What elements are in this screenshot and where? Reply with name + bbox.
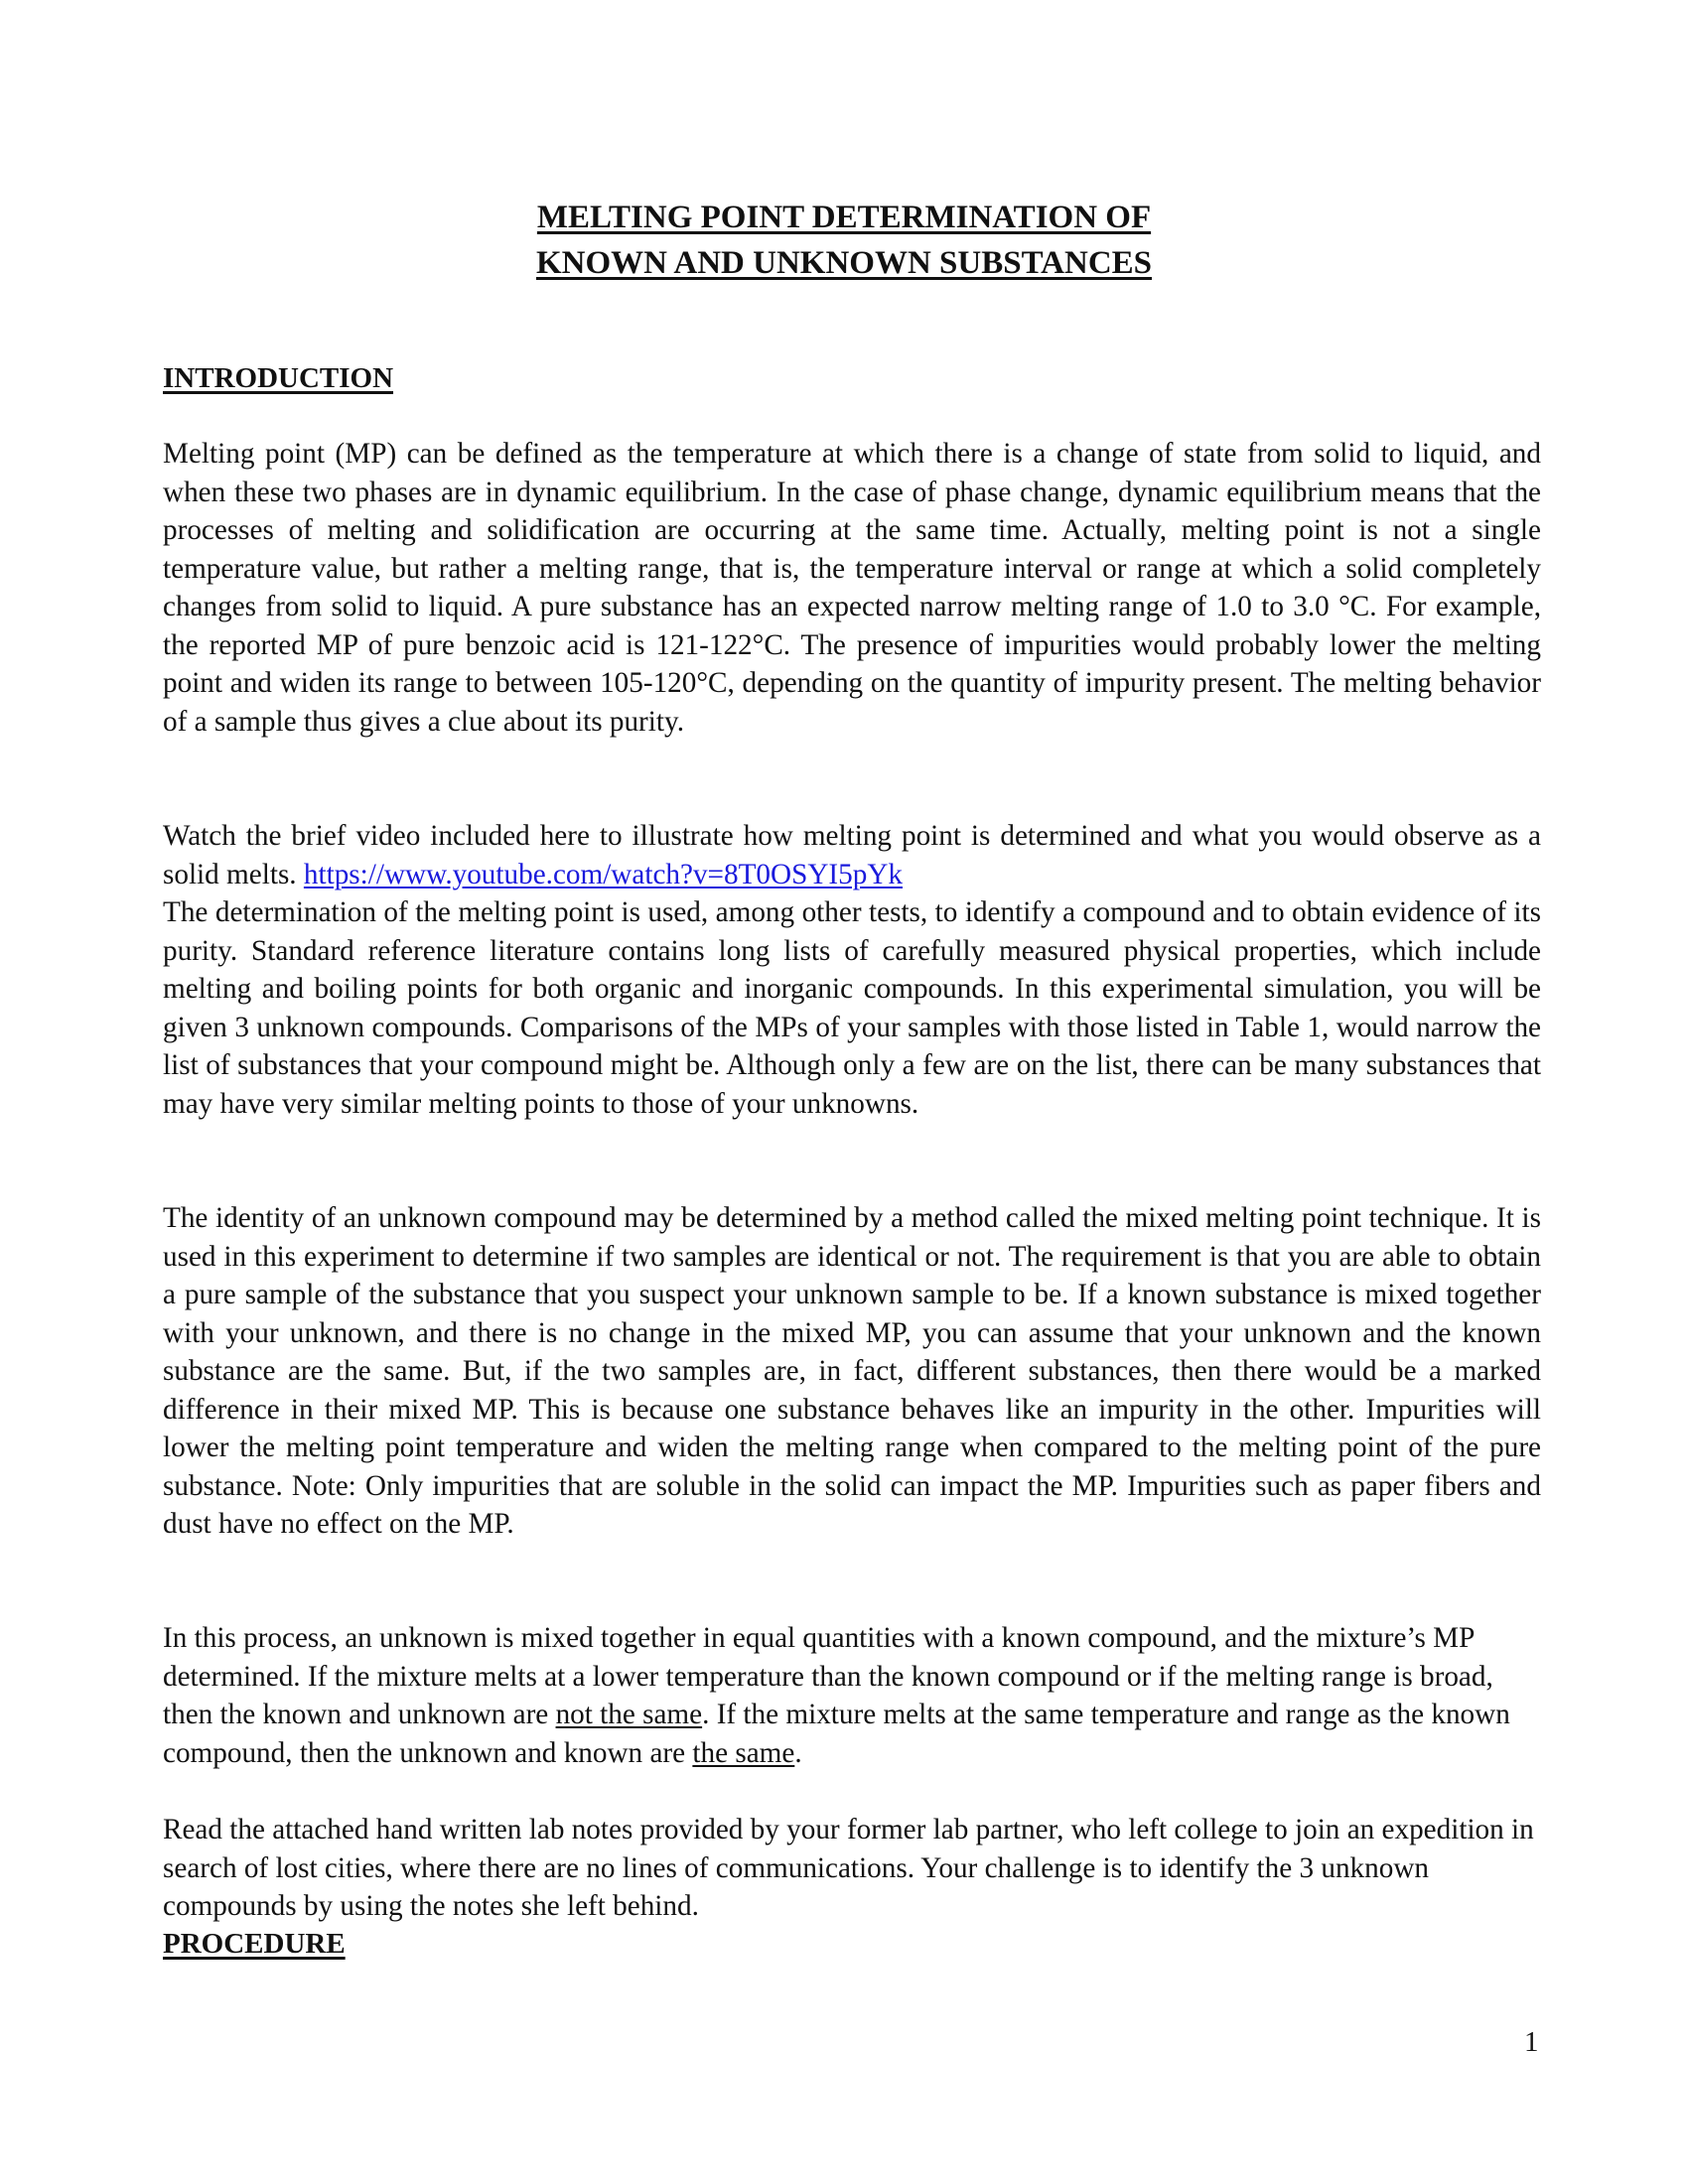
paragraph-text	[163, 1619, 1541, 1772]
video-intro-text: Watch the brief video included here to illustrate how melting point is determined and what you would observe as a solid melts.	[163, 820, 1541, 890]
intro-paragraph-process	[163, 1619, 1541, 1772]
youtube-video-link[interactable]: https://www.youtube.com/watch?v=8T0OSYI5pYk	[303, 858, 903, 890]
introduction-heading: INTRODUCTION	[163, 362, 394, 394]
intro-paragraph-mixed-mp	[163, 1199, 1541, 1544]
process-text-a: In this process, an unknown is mixed together in equal quantities with a known compound, and the mixture’s MP determined. If the mixture melts at a lower temperature than the known compound or if the melting range is broad, then the known and unknown are	[163, 1622, 1493, 1730]
intro-paragraph-definition	[163, 435, 1541, 741]
title-line-2: KNOWN AND UNKNOWN SUBSTANCES	[535, 245, 1153, 281]
document-title	[0, 195, 1688, 286]
process-text-c: .	[794, 1736, 802, 1769]
title-line-1: MELTING POINT DETERMINATION OF	[536, 200, 1152, 235]
underlined-the-same: the same	[692, 1736, 795, 1769]
procedure-heading: PROCEDURE	[163, 1928, 346, 1960]
paragraph-text	[163, 817, 1541, 893]
page-number: 1	[1524, 2026, 1539, 2058]
intro-paragraph-identification	[163, 893, 1541, 1123]
paragraph-text: Read the attached hand written lab notes provided by your former lab partner, who left college to join an expedition in search of lost cities, where there are no lines of communications. Your challenge is to identify the 3 unknown compounds by using the notes she left behind.	[163, 1814, 1534, 1922]
underlined-not-the-same: not the same	[555, 1699, 703, 1730]
paragraph-text: Melting point (MP) can be defined as the temperature at which there is a change of state from solid to liquid, and when these two phases are in dynamic equilibrium. In the case of phase change, dynamic equilibrium means that the processes of melting and solidification are occurring at the same time. Actually, melting point is not a single temperature value, but rather a melting range, that is, the temperature interval or range at which a solid completely changes from solid to liquid. A pure substance has an expected narrow melting range of 1.0 to 3.0 °C. For example, the reported MP of pure benzoic acid is 121-122°C. The presence of impurities would probably lower the melting point and widen its range to between 105-120°C, depending on the quantity of impurity present. The melting behavior of a sample thus gives a clue about its purity.	[163, 438, 1541, 738]
intro-paragraph-video	[163, 817, 1541, 893]
paragraph-text: The determination of the melting point is used, among other tests, to identify a compound and to obtain evidence of its purity. Standard reference literature contains long lists of carefully measured physical properties, which include melting and boiling points for both organic and inorganic compounds. In this experimental simulation, you will be given 3 unknown compounds. Comparisons of the MPs of your samples with those listed in Table 1, would narrow the list of substances that your compound might be. Although only a few are on the list, there can be many substances that may have very similar melting points to those of your unknowns.	[163, 896, 1541, 1120]
process-text-b: . If the mixture melts at the same temperature and range as the known compound, then the unknown and known are	[163, 1699, 1510, 1769]
intro-paragraph-lab-notes	[163, 1811, 1541, 1926]
paragraph-text: The identity of an unknown compound may be determined by a method called the mixed melting point technique. It is used in this experiment to determine if two samples are identical or not. The requirement is that you are able to obtain a pure sample of the substance that you suspect your unknown sample to be. If a known substance is mixed together with your unknown, and there is no change in the mixed MP, you can assume that your unknown and the known substance are the same. But, if the two samples are, in fact, different substances, then there would be a marked difference in their mixed MP. This is because one substance behaves like an impurity in the other. Impurities will lower the melting point temperature and widen the melting range when compared to the melting point of the pure substance. Note: Only impurities that are soluble in the solid can impact the MP. Impurities such as paper fibers and dust have no effect on the MP.	[163, 1202, 1541, 1540]
